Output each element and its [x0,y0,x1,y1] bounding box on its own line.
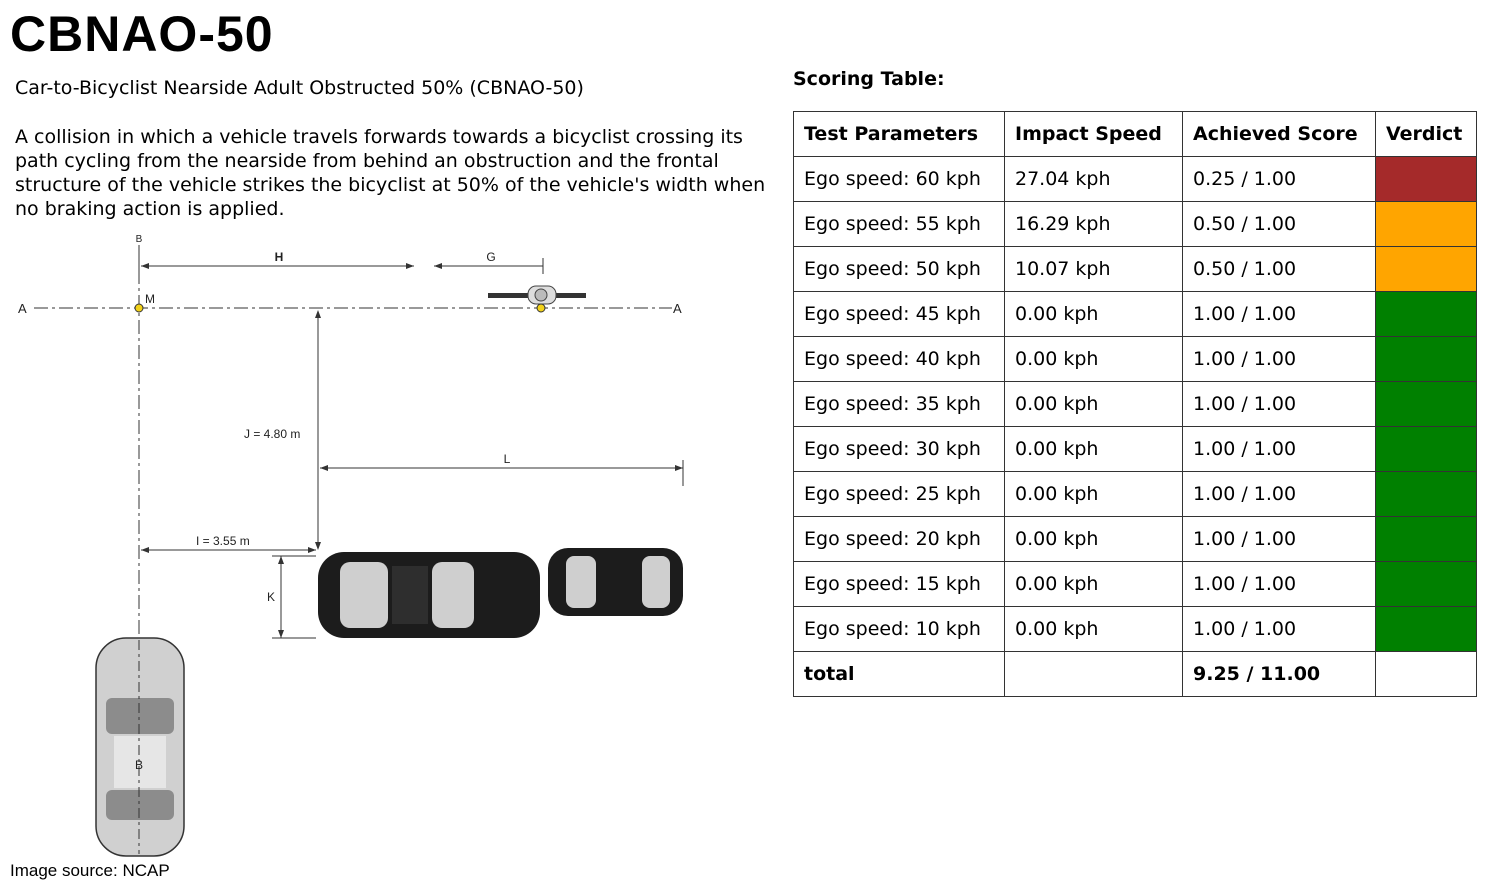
label-m: M [145,292,155,306]
header-verdict: Verdict [1376,112,1477,157]
impact-speed-cell: 0.00 kph [1005,292,1183,337]
impact-speed-cell: 0.00 kph [1005,427,1183,472]
ego-car [96,638,184,856]
label-j: J = 4.80 m [244,427,301,441]
param-cell: Ego speed: 45 kph [794,292,1005,337]
point-m-marker [135,304,143,312]
label-i: I = 3.55 m [196,534,250,548]
header-test-parameters: Test Parameters [794,112,1005,157]
param-cell: Ego speed: 10 kph [794,607,1005,652]
table-row [794,607,1477,652]
impact-speed-cell: 0.00 kph [1005,607,1183,652]
scoring-table-title: Scoring Table: [793,68,945,90]
label-g: G [486,250,496,264]
test-scenario-diagram [0,230,700,860]
header-impact-speed: Impact Speed [1005,112,1183,157]
score-cell: 1.00 / 1.00 [1183,517,1376,562]
param-cell: Ego speed: 25 kph [794,472,1005,517]
table-row [794,247,1477,292]
param-cell: Ego speed: 40 kph [794,337,1005,382]
param-cell: Ego speed: 60 kph [794,157,1005,202]
total-verdict [1376,652,1477,697]
table-row [794,292,1477,337]
verdict-color-cell [1376,247,1477,292]
verdict-color-cell [1376,607,1477,652]
impact-speed-cell: 0.00 kph [1005,517,1183,562]
impact-speed-cell: 0.00 kph [1005,382,1183,427]
table-row [794,157,1477,202]
test-subtitle: Car-to-Bicyclist Nearside Adult Obstructed 50% (CBNAO-50) [15,77,584,99]
verdict-color-cell [1376,472,1477,517]
score-cell: 1.00 / 1.00 [1183,607,1376,652]
header-achieved-score: Achieved Score [1183,112,1376,157]
table-row [794,472,1477,517]
score-cell: 1.00 / 1.00 [1183,292,1376,337]
impact-speed-cell: 16.29 kph [1005,202,1183,247]
param-cell: Ego speed: 15 kph [794,562,1005,607]
score-cell: 0.50 / 1.00 [1183,202,1376,247]
verdict-color-cell [1376,157,1477,202]
verdict-color-cell [1376,202,1477,247]
verdict-color-cell [1376,337,1477,382]
test-description: A collision in which a vehicle travels forwards towards a bicyclist crossing its path cycling from the nearside from behind an obstruction and the frontal structure of the vehicle strikes the bicyclist at 50% of the vehicle's width when no braking action is applied. [15,126,766,220]
page-title: CBNAO-50 [10,6,274,62]
scoring-table-header-row [794,112,1477,157]
param-cell: Ego speed: 30 kph [794,427,1005,472]
scoring-table [793,111,1477,697]
obstruction-car-1 [318,552,540,638]
verdict-color-cell [1376,382,1477,427]
impact-speed-cell: 10.07 kph [1005,247,1183,292]
total-label: total [794,652,1005,697]
total-impact [1005,652,1183,697]
label-k: K [267,590,276,604]
score-cell: 1.00 / 1.00 [1183,382,1376,427]
param-cell: Ego speed: 50 kph [794,247,1005,292]
table-row [794,517,1477,562]
table-row [794,427,1477,472]
verdict-color-cell [1376,562,1477,607]
impact-speed-cell: 27.04 kph [1005,157,1183,202]
score-cell: 1.00 / 1.00 [1183,337,1376,382]
param-cell: Ego speed: 55 kph [794,202,1005,247]
score-cell: 0.50 / 1.00 [1183,247,1376,292]
score-cell: 1.00 / 1.00 [1183,472,1376,517]
impact-speed-cell: 0.00 kph [1005,472,1183,517]
table-row [794,562,1477,607]
label-a-right: A [673,301,682,316]
verdict-color-cell [1376,427,1477,472]
score-cell: 1.00 / 1.00 [1183,562,1376,607]
label-b-car: B [135,758,144,772]
param-cell: Ego speed: 35 kph [794,382,1005,427]
image-source-caption: Image source: NCAP [10,861,170,880]
table-row [794,337,1477,382]
scoring-table-body [794,157,1477,697]
label-b-top: B [135,234,143,245]
verdict-color-cell [1376,292,1477,337]
total-score: 9.25 / 11.00 [1183,652,1376,697]
score-cell: 0.25 / 1.00 [1183,157,1376,202]
label-h: H [274,250,284,264]
obstruction-car-2 [548,548,683,616]
impact-speed-cell: 0.00 kph [1005,337,1183,382]
total-row [794,652,1477,697]
table-row [794,202,1477,247]
param-cell: Ego speed: 20 kph [794,517,1005,562]
table-row [794,382,1477,427]
score-cell: 1.00 / 1.00 [1183,427,1376,472]
label-a-left: A [18,301,27,316]
impact-speed-cell: 0.00 kph [1005,562,1183,607]
verdict-color-cell [1376,517,1477,562]
label-l: L [503,452,511,466]
